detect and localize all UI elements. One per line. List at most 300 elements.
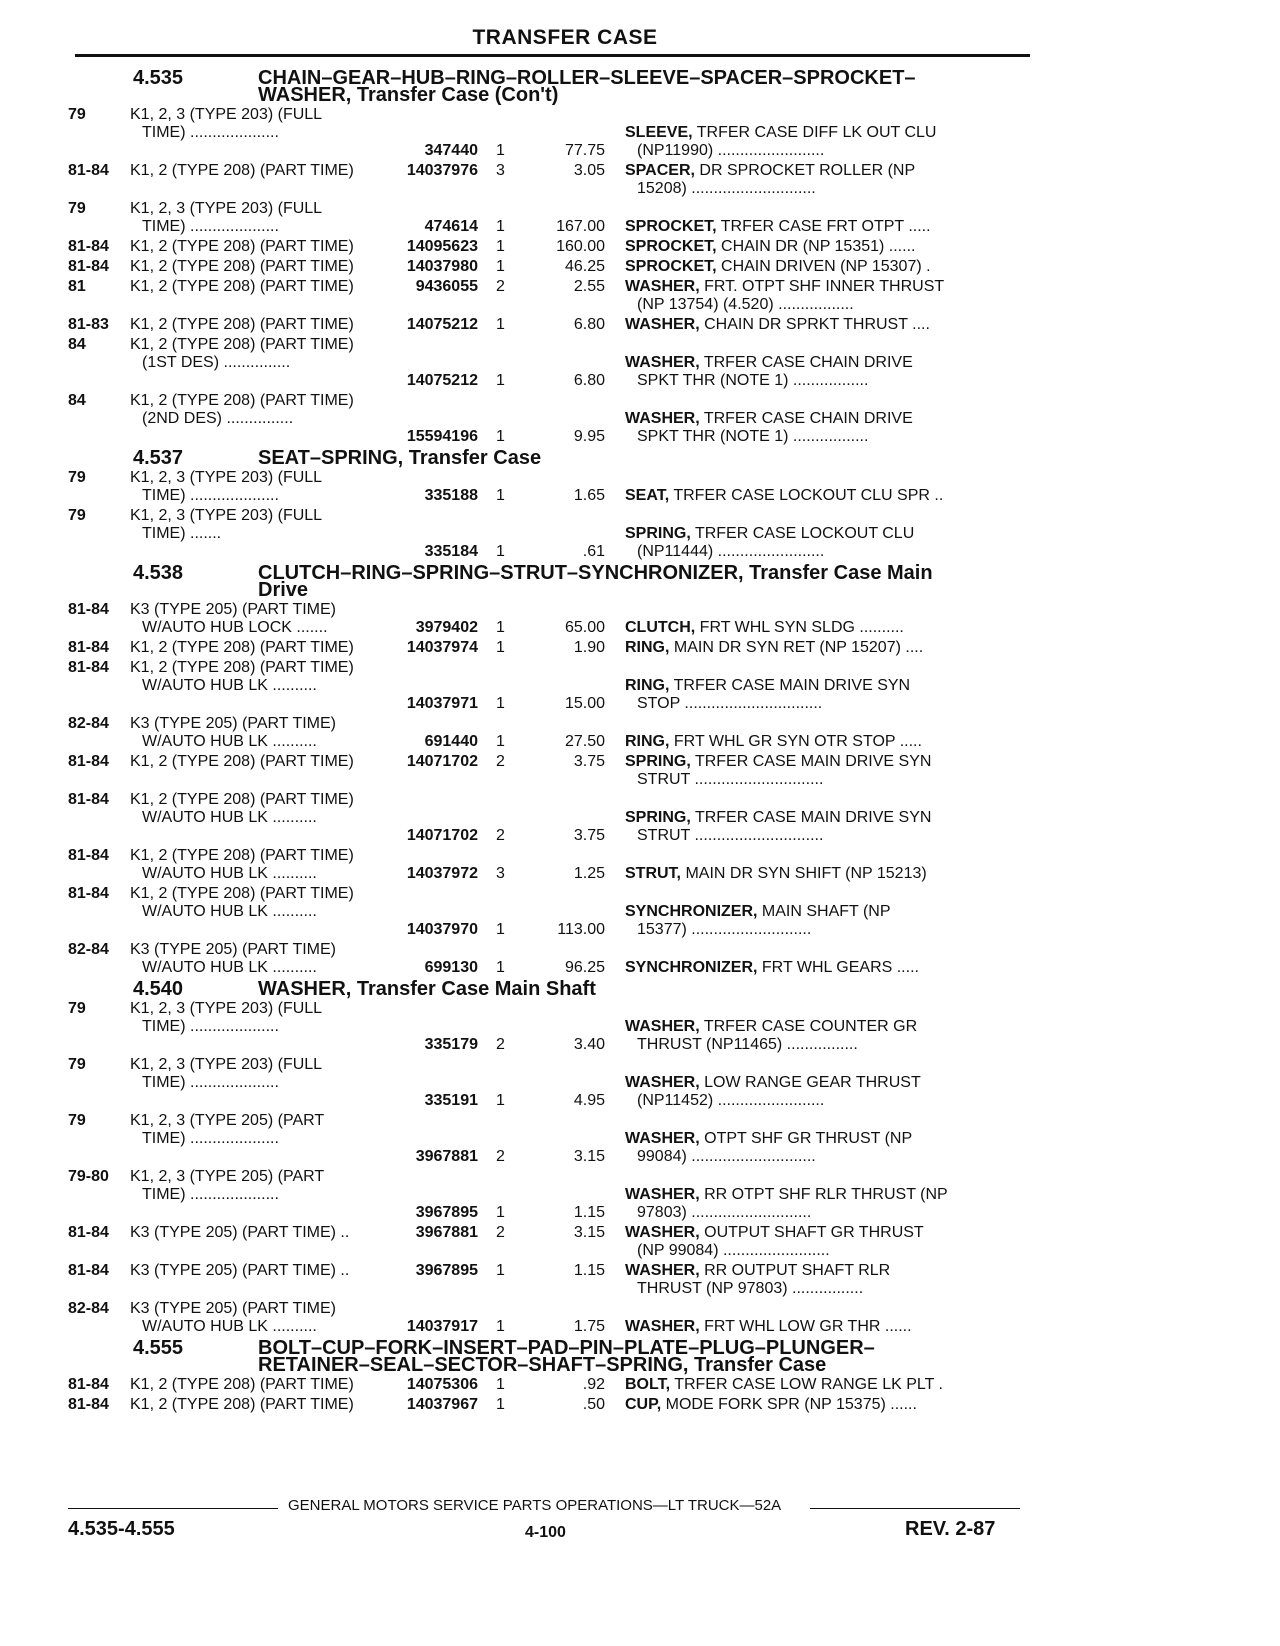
part-modifier: LOW RANGE GEAR THRUST (699, 1074, 921, 1091)
part-name-line-1 (625, 639, 970, 657)
part-number (398, 507, 478, 561)
part-modifier: DR SPROCKET ROLLER (NP (694, 162, 916, 179)
price-value: 113.00 (557, 921, 605, 938)
part-name-line-2: (NP11452) ........................ (637, 1092, 825, 1109)
part-entry-row (68, 1224, 1028, 1260)
catalog-section (68, 562, 1028, 977)
application-line-1: K1, 2 (TYPE 208) (PART TIME) (130, 336, 354, 353)
part-number (398, 791, 478, 845)
application-line-1: K3 (TYPE 205) (PART TIME) (130, 1300, 336, 1317)
part-number (398, 1376, 478, 1394)
price (523, 715, 605, 751)
price-value: 1.65 (573, 487, 605, 504)
part-name (625, 753, 970, 789)
part-name (625, 487, 970, 505)
model-years: 79 (68, 1056, 86, 1073)
part-entry-row (68, 392, 1028, 446)
application-line-1: K1, 2, 3 (TYPE 203) (FULL (130, 1056, 323, 1073)
quantity (478, 258, 523, 276)
part-name-line-1 (625, 677, 970, 695)
model-years: 81-84 (68, 885, 109, 902)
quantity-value: 1 (496, 1376, 505, 1393)
part-number (398, 238, 478, 256)
part-name (625, 1224, 970, 1260)
part-entry-row (68, 1300, 1028, 1336)
price-value: 3.15 (573, 1148, 605, 1165)
model-years: 79 (68, 1000, 86, 1017)
part-name-line-1 (625, 1262, 970, 1280)
part-name (625, 124, 970, 160)
part-entry-row (68, 791, 1028, 845)
part-entry-row (68, 238, 1028, 256)
part-name-line-1 (625, 258, 970, 276)
part-noun: WASHER, (625, 316, 700, 333)
part-number (398, 1056, 478, 1110)
application-description (130, 791, 398, 845)
part-number (398, 469, 478, 505)
part-number (398, 847, 478, 883)
part-noun: WASHER, (625, 1262, 700, 1279)
part-entry-row (68, 715, 1028, 751)
application-description (130, 659, 398, 713)
model-years: 81-84 (68, 258, 109, 275)
part-number (398, 392, 478, 446)
quantity (478, 336, 523, 390)
quantity-value: 1 (496, 487, 505, 504)
part-name (625, 1074, 970, 1110)
price (523, 469, 605, 505)
part-name-line-2: 99084) ............................ (637, 1148, 816, 1165)
part-entry-row (68, 469, 1028, 505)
part-name-line-2: SPKT THR (NOTE 1) ................. (637, 428, 869, 445)
part-entry-row (68, 885, 1028, 939)
price (523, 1112, 605, 1166)
application-line-1: K1, 2 (TYPE 208) (PART TIME) (130, 791, 354, 808)
part-name-line-1 (625, 959, 970, 977)
price-value: 3.75 (573, 753, 605, 770)
part-name (625, 278, 970, 314)
quantity-value: 1 (496, 1262, 505, 1279)
price-value: 160.00 (556, 238, 605, 255)
application-description (130, 278, 398, 314)
quantity (478, 1396, 523, 1414)
part-name-line-1 (625, 487, 970, 505)
footer-page-number: 4-100 (525, 1524, 566, 1541)
quantity-value: 1 (496, 733, 505, 750)
price-value: .50 (582, 1396, 605, 1413)
part-number-value: 14071702 (406, 827, 478, 844)
part-name (625, 903, 970, 939)
quantity (478, 106, 523, 160)
price (523, 601, 605, 637)
application-description (130, 1262, 398, 1298)
price (523, 1262, 605, 1298)
model-years: 79 (68, 200, 86, 217)
part-name-line-1 (625, 753, 970, 771)
application-description (130, 316, 398, 334)
quantity-value: 2 (496, 1224, 505, 1241)
application-line-1: K1, 2, 3 (TYPE 203) (FULL (130, 106, 323, 123)
application-description (130, 200, 398, 236)
model-years: 81-84 (68, 753, 109, 770)
part-number-value: 9436055 (415, 278, 478, 295)
price-value: 2.55 (573, 278, 605, 295)
model-years: 82-84 (68, 941, 109, 958)
part-number-value: 699130 (424, 959, 478, 976)
model-years: 81-84 (68, 162, 109, 179)
section-title (258, 447, 1028, 469)
part-entry-row (68, 200, 1028, 236)
section-number: 4.537 (133, 447, 184, 469)
application-line-1: K1, 2 (TYPE 208) (PART TIME) (130, 1396, 354, 1413)
part-noun: RING, (625, 639, 670, 656)
part-entry-row (68, 1056, 1028, 1110)
part-number (398, 659, 478, 713)
part-name (625, 525, 970, 561)
price (523, 238, 605, 256)
quantity-value: 1 (496, 1092, 505, 1109)
quantity (478, 753, 523, 789)
part-number-value: 3967895 (415, 1204, 478, 1221)
part-number (398, 715, 478, 751)
part-modifier: TRFER CASE LOW RANGE LK PLT . (670, 1376, 943, 1393)
part-modifier: TRFER CASE DIFF LK OUT CLU (692, 124, 937, 141)
part-name-line-1 (625, 1074, 970, 1092)
section-heading (68, 447, 1028, 469)
quantity (478, 715, 523, 751)
application-line-2: TIME) .................... (142, 1018, 279, 1035)
quantity (478, 1056, 523, 1110)
application-line-2: W/AUTO HUB LK .......... (142, 903, 317, 920)
part-modifier: TRFER CASE FRT OTPT ..... (716, 218, 931, 235)
quantity (478, 601, 523, 637)
part-modifier: MAIN DR SYN SHIFT (NP 15213) (681, 865, 927, 882)
application-description (130, 715, 398, 751)
part-name-line-2: STRUT ............................. (637, 771, 824, 788)
part-entry-row (68, 1262, 1028, 1298)
part-name (625, 162, 970, 198)
part-entry-row (68, 639, 1028, 657)
part-noun: WASHER, (625, 1018, 700, 1035)
application-line-2: W/AUTO HUB LK .......... (142, 865, 317, 882)
application-line-1: K3 (TYPE 205) (PART TIME) (130, 601, 336, 618)
application-description (130, 392, 398, 446)
price-value: 3.15 (573, 1224, 605, 1241)
part-entry-row (68, 162, 1028, 198)
part-modifier: TRFER CASE MAIN DRIVE SYN (690, 753, 932, 770)
application-line-2: W/AUTO HUB LK .......... (142, 677, 317, 694)
part-name (625, 1130, 970, 1166)
application-line-1: K3 (TYPE 205) (PART TIME) .. (130, 1224, 350, 1241)
part-number-value: 14037972 (406, 865, 478, 882)
section-title-line-1: WASHER, Transfer Case Main Shaft (258, 978, 596, 1000)
price-value: 3.05 (573, 162, 605, 179)
section-heading (68, 562, 1028, 601)
price-value: 1.90 (573, 639, 605, 656)
price (523, 258, 605, 276)
application-line-1: K3 (TYPE 205) (PART TIME) (130, 715, 336, 732)
part-name-line-1 (625, 865, 970, 883)
section-title-line-2: WASHER, Transfer Case (Con't) (258, 84, 559, 106)
quantity (478, 1300, 523, 1336)
part-number-value: 15594196 (406, 428, 478, 445)
application-line-2: (2ND DES) ............... (142, 410, 294, 427)
price-value: 4.95 (573, 1092, 605, 1109)
section-title-line-1: CLUTCH–RING–SPRING–STRUT–SYNCHRONIZER, Transfer Case Main (258, 562, 933, 584)
price (523, 885, 605, 939)
application-description (130, 336, 398, 390)
part-name-line-1 (625, 525, 970, 543)
section-title (258, 1337, 1028, 1376)
quantity (478, 1168, 523, 1222)
quantity (478, 469, 523, 505)
part-modifier: MODE FORK SPR (NP 15375) ...... (661, 1396, 917, 1413)
part-name (625, 316, 970, 334)
part-name-line-1 (625, 316, 970, 334)
part-number (398, 1224, 478, 1260)
application-line-1: K1, 2, 3 (TYPE 205) (PART (130, 1112, 325, 1129)
application-line-2: TIME) .................... (142, 218, 279, 235)
footer-rule-right (810, 1508, 1020, 1509)
application-line-2: W/AUTO HUB LOCK ....... (142, 619, 328, 636)
part-name-line-2: STRUT ............................. (637, 827, 824, 844)
part-entry-row (68, 1112, 1028, 1166)
application-description (130, 941, 398, 977)
application-line-1: K1, 2 (TYPE 208) (PART TIME) (130, 238, 354, 255)
quantity-value: 1 (496, 619, 505, 636)
part-number (398, 1112, 478, 1166)
part-modifier: OTPT SHF GR THRUST (NP (699, 1130, 913, 1147)
quantity-value: 2 (496, 827, 505, 844)
quantity-value: 1 (496, 1204, 505, 1221)
part-number (398, 1262, 478, 1298)
page-title: TRANSFER CASE (472, 26, 658, 49)
part-noun: SYNCHRONIZER, (625, 959, 758, 976)
part-number-value: 14037976 (406, 162, 478, 179)
application-line-2: W/AUTO HUB LK .......... (142, 733, 317, 750)
application-line-2: TIME) .................... (142, 1074, 279, 1091)
part-name-line-1 (625, 1318, 970, 1336)
part-name-line-2: (NP11990) ........................ (637, 142, 825, 159)
section-title (258, 562, 1028, 601)
part-number (398, 941, 478, 977)
quantity-value: 1 (496, 1396, 505, 1413)
application-description (130, 1396, 398, 1414)
application-description (130, 1376, 398, 1394)
part-number-value: 14075212 (406, 316, 478, 333)
part-name-line-1 (625, 410, 970, 428)
part-name (625, 1018, 970, 1054)
part-modifier: CHAIN DR (NP 15351) ...... (716, 238, 916, 255)
application-description (130, 885, 398, 939)
part-noun: SPROCKET, (625, 238, 717, 255)
quantity (478, 941, 523, 977)
quantity (478, 1224, 523, 1260)
part-noun: SPRING, (625, 753, 691, 770)
part-number-value: 14075306 (406, 1376, 478, 1393)
quantity (478, 1262, 523, 1298)
part-noun: SPROCKET, (625, 218, 717, 235)
part-name (625, 218, 970, 236)
part-modifier: TRFER CASE CHAIN DRIVE (699, 410, 913, 427)
quantity-value: 1 (496, 695, 505, 712)
quantity-value: 1 (496, 921, 505, 938)
quantity-value: 2 (496, 753, 505, 770)
price (523, 336, 605, 390)
part-number (398, 278, 478, 314)
part-entry-row (68, 659, 1028, 713)
section-number: 4.535 (133, 67, 184, 89)
part-name-line-1 (625, 733, 970, 751)
quantity (478, 316, 523, 334)
price-value: 3.40 (573, 1036, 605, 1053)
section-number: 4.555 (133, 1337, 184, 1359)
part-number (398, 1300, 478, 1336)
part-entry-row (68, 1396, 1028, 1414)
part-entry-row (68, 753, 1028, 789)
part-noun: WASHER, (625, 1224, 700, 1241)
price-value: 15.00 (564, 695, 605, 712)
part-name (625, 1262, 970, 1298)
quantity-value: 1 (496, 218, 505, 235)
part-noun: SYNCHRONIZER, (625, 903, 758, 920)
quantity-value: 1 (496, 639, 505, 656)
part-number-value: 14037980 (406, 258, 478, 275)
application-description (130, 106, 398, 160)
part-number (398, 639, 478, 657)
application-line-2: W/AUTO HUB LK .......... (142, 809, 317, 826)
part-number-value: 14071702 (406, 753, 478, 770)
section-title (258, 978, 1028, 1000)
application-description (130, 1000, 398, 1054)
part-name-line-2: THRUST (NP 97803) ................ (637, 1280, 864, 1297)
application-line-2: TIME) .................... (142, 1186, 279, 1203)
part-name (625, 1396, 970, 1414)
model-years: 81-84 (68, 639, 109, 656)
application-description (130, 162, 398, 198)
section-title (258, 67, 1028, 106)
quantity (478, 659, 523, 713)
price (523, 941, 605, 977)
quantity-value: 2 (496, 1148, 505, 1165)
part-name (625, 354, 970, 390)
part-entry-row (68, 1000, 1028, 1054)
part-name (625, 238, 970, 256)
part-name-line-1 (625, 162, 970, 180)
price (523, 316, 605, 334)
quantity-value: 2 (496, 278, 505, 295)
quantity (478, 1112, 523, 1166)
footer-section-range: 4.535-4.555 (68, 1518, 175, 1540)
part-entry-row (68, 336, 1028, 390)
footer-rule-left (68, 1508, 278, 1509)
part-number (398, 1168, 478, 1222)
part-modifier: RR OTPT SHF RLR THRUST (NP (699, 1186, 948, 1203)
part-name-line-1 (625, 354, 970, 372)
section-title-line-2: Drive (258, 579, 309, 601)
quantity-value: 1 (496, 238, 505, 255)
quantity (478, 791, 523, 845)
price-value: 1.75 (573, 1318, 605, 1335)
part-name-line-1 (625, 809, 970, 827)
application-line-1: K1, 2, 3 (TYPE 203) (FULL (130, 1000, 323, 1017)
part-number (398, 162, 478, 198)
part-name-line-1 (625, 218, 970, 236)
application-line-1: K1, 2, 3 (TYPE 203) (FULL (130, 469, 323, 486)
part-name-line-2: STOP ............................... (637, 695, 823, 712)
part-number (398, 200, 478, 236)
part-name-line-2: 97803) ........................... (637, 1204, 812, 1221)
catalog-section (68, 447, 1028, 561)
part-modifier: TRFER CASE MAIN DRIVE SYN (690, 809, 932, 826)
part-modifier: TRFER CASE LOCKOUT CLU (690, 525, 915, 542)
part-modifier: TRFER CASE COUNTER GR (699, 1018, 918, 1035)
part-number-value: 14075212 (406, 372, 478, 389)
application-line-1: K1, 2, 3 (TYPE 203) (FULL (130, 200, 323, 217)
part-entry-row (68, 278, 1028, 314)
model-years: 81-84 (68, 601, 109, 618)
application-line-2: (1ST DES) ............... (142, 354, 291, 371)
model-years: 81-84 (68, 1262, 109, 1279)
quantity-value: 1 (496, 1318, 505, 1335)
part-number (398, 316, 478, 334)
application-line-2: TIME) .................... (142, 1130, 279, 1147)
model-years: 81-84 (68, 238, 109, 255)
price-value: 1.25 (573, 865, 605, 882)
application-line-2: TIME) .................... (142, 487, 279, 504)
price-value: 167.00 (556, 218, 605, 235)
price-value: 9.95 (573, 428, 605, 445)
price-value: 65.00 (564, 619, 605, 636)
part-noun: CLUTCH, (625, 619, 696, 636)
application-line-1: K1, 2 (TYPE 208) (PART TIME) (130, 1376, 354, 1393)
part-modifier: FRT. OTPT SHF INNER THRUST (699, 278, 945, 295)
part-noun: SLEEVE, (625, 124, 693, 141)
model-years: 84 (68, 392, 86, 409)
part-noun: WASHER, (625, 1074, 700, 1091)
part-noun: SPACER, (625, 162, 695, 179)
part-modifier: FRT WHL SYN SLDG .......... (695, 619, 904, 636)
part-number-value: 3967895 (415, 1262, 478, 1279)
part-number-value: 14037974 (406, 639, 478, 656)
part-name-line-2: 15208) ............................ (637, 180, 816, 197)
price-value: .92 (582, 1376, 605, 1393)
part-name-line-1 (625, 1018, 970, 1036)
part-entry-row (68, 941, 1028, 977)
section-title-line-1: CHAIN–GEAR–HUB–RING–ROLLER–SLEEVE–SPACER–SPROCKET– (258, 67, 916, 89)
quantity (478, 1376, 523, 1394)
part-number (398, 885, 478, 939)
model-years: 81-83 (68, 316, 109, 333)
part-name (625, 619, 970, 637)
application-description (130, 469, 398, 505)
part-number-value: 14095623 (406, 238, 478, 255)
application-description (130, 847, 398, 883)
part-name (625, 677, 970, 713)
quantity-value: 1 (496, 142, 505, 159)
price-value: 96.25 (564, 959, 605, 976)
application-line-1: K1, 2 (TYPE 208) (PART TIME) (130, 392, 354, 409)
quantity-value: 3 (496, 162, 505, 179)
part-number (398, 336, 478, 390)
part-entry-row (68, 847, 1028, 883)
part-modifier: TRFER CASE LOCKOUT CLU SPR .. (669, 487, 944, 504)
part-number-value: 691440 (424, 733, 478, 750)
part-modifier: FRT WHL GEARS ..... (757, 959, 919, 976)
application-line-2: TIME) .................... (142, 124, 279, 141)
application-description (130, 1168, 398, 1222)
price (523, 1168, 605, 1222)
